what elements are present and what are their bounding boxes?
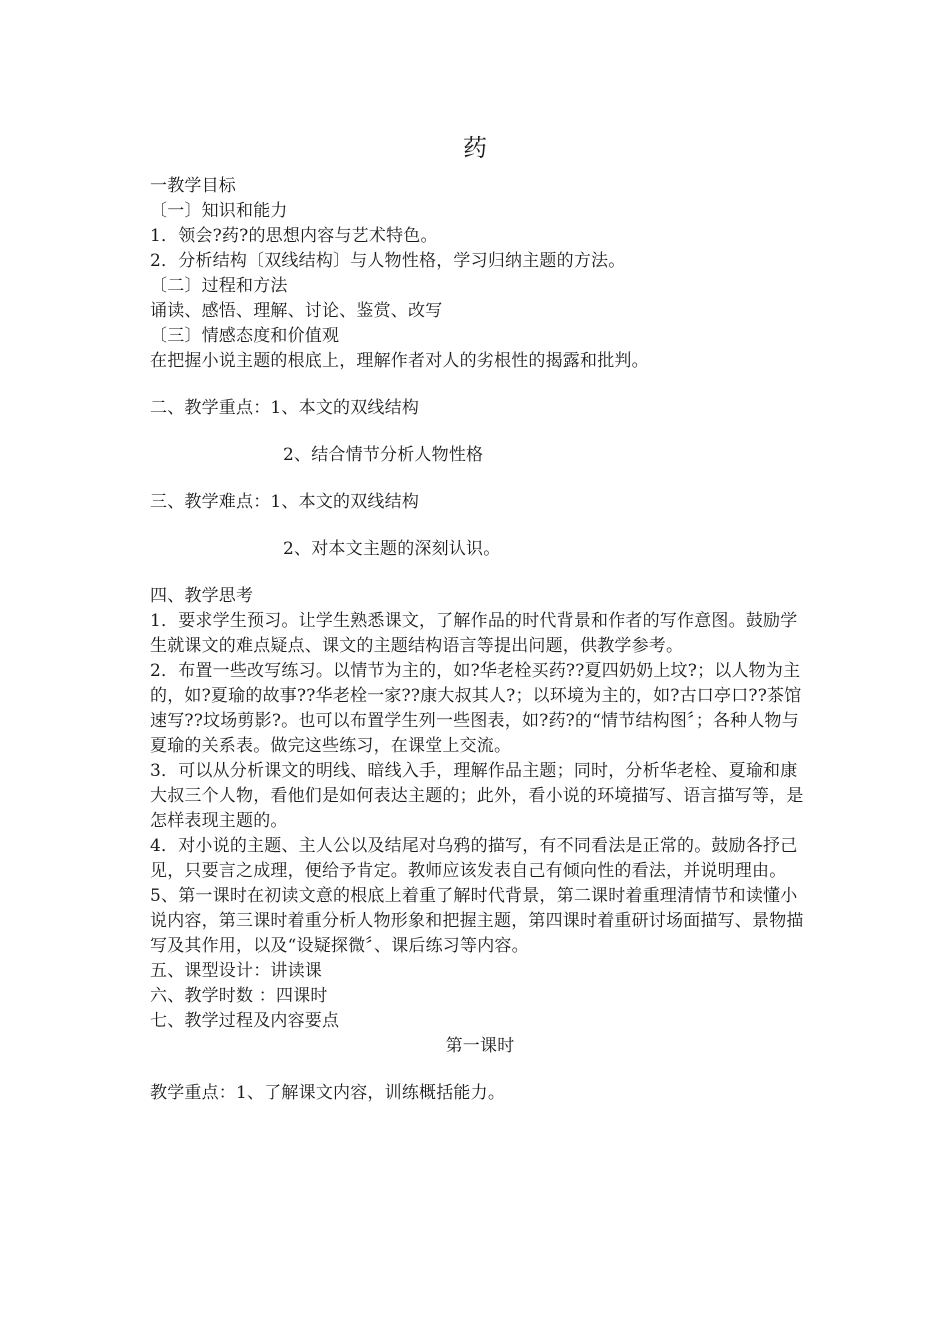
section4-paragraph-4: 4．对小说的主题、主人公以及结尾对乌鸦的描写，有不同看法是正常的。鼓励各抒己见，只要言之成理，便给予肯定。教师应该发表自己有倾向性的看法，并说明理由。 [150, 836, 798, 881]
spacer [150, 468, 810, 490]
document-body [150, 174, 810, 1106]
section4-heading: 四、教学思考 [150, 586, 254, 606]
section2-line1: 二、教学重点：1、本文的双线结构 [150, 398, 420, 418]
section1-sub1: 〔一〕知识和能力 [150, 201, 288, 221]
lesson1-heading: 第一课时 [445, 1036, 515, 1056]
section1-methods: 诵读、感悟、理解、讨论、鉴赏、改写 [150, 301, 443, 321]
section1-sub3: 〔三〕情感态度和价值观 [150, 326, 340, 346]
section6-line: 六、教学时数 ：四课时 [150, 986, 328, 1006]
section1-sub2: 〔二〕过程和方法 [150, 276, 288, 296]
spacer [150, 374, 810, 396]
section4-paragraph-2: 2．布置一些改写练习。以情节为主的，如?华老栓买药??夏四奶奶上坟?；以人物为主的，如?夏瑜的故事??华老栓一家??康大叔其人?；以环境为主的，如?古口亭口??茶馆速写??坟场剪影?。也可以布置学生列一些图表，如?药?的“情节结构图〞；各种人物与夏瑜的关系表。做完这些练习，在课堂上交流。 [150, 661, 802, 756]
section1-item2: 2．分析结构〔双线结构〕与人物性格，学习归纳主题的方法。 [150, 251, 626, 271]
document-title: 药 [463, 134, 487, 162]
spacer [150, 1059, 810, 1081]
section3-line1: 三、教学难点：1、本文的双线结构 [150, 492, 420, 512]
section4-paragraph-3: 3．可以从分析课文的明线、暗线入手，理解作品主题；同时，分析华老栓、夏瑜和康大叔三个人物，看他们是如何表达主题的；此外，看小说的环境描写、语言描写等，是怎样表现主题的。 [150, 761, 804, 831]
section7-line: 七、教学过程及内容要点 [150, 1011, 340, 1031]
section1-item1: 1．领会?药?的思想内容与艺术特色。 [150, 226, 438, 246]
spacer [150, 515, 810, 537]
section1-heading: 一教学目标 [150, 176, 236, 196]
section4-paragraph-1: 1．要求学生预习。让学生熟悉课文，了解作品的时代背景和作者的写作意图。鼓励学生就课文的难点疑点、课文的主题结构语言等提出问题，供教学参考。 [150, 611, 798, 656]
section4-paragraph-5: 5、第一课时在初读文意的根底上着重了解时代背景，第二课时着重理清情节和读懂小说内容，第三课时着重分析人物形象和把握主题，第四课时着重研讨场面描写、景物描写及其作用，以及“设疑探微〞、课后练习等内容。 [150, 886, 804, 956]
section3-line2: 2、对本文主题的深刻认识。 [283, 539, 501, 559]
section1-values: 在把握小说主题的根底上，理解作者对人的劣根性的揭露和批判。 [150, 351, 649, 371]
section5-line: 五、课型设计：讲读课 [150, 961, 322, 981]
spacer [150, 562, 810, 584]
lesson1-focus: 教学重点：1、了解课文内容，训练概括能力。 [150, 1083, 506, 1103]
section2-line2: 2、结合情节分析人物性格 [283, 445, 484, 465]
spacer [150, 421, 810, 443]
